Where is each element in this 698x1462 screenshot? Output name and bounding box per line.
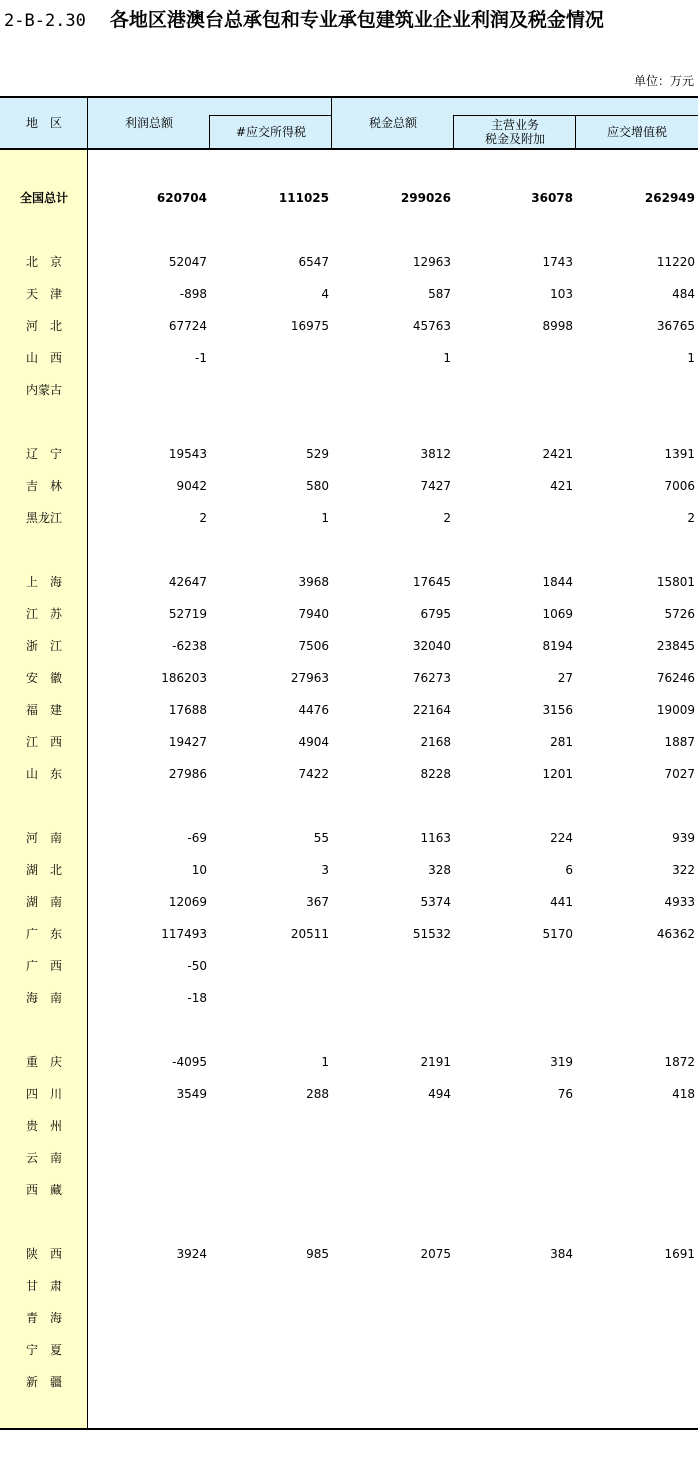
cell-tax-total: 1163 bbox=[420, 831, 451, 845]
cell-tax-total: 2168 bbox=[420, 735, 451, 749]
cell-tax-total: 5374 bbox=[420, 895, 451, 909]
cell-tax-total: 17645 bbox=[412, 575, 451, 589]
cell-vat: 15801 bbox=[656, 575, 695, 589]
header-subline bbox=[453, 115, 698, 116]
cell-main-business-tax: 36078 bbox=[531, 191, 573, 205]
cell-income-tax: 20511 bbox=[290, 927, 329, 941]
cell-profit-total: -898 bbox=[179, 287, 207, 301]
cell-main-business-tax: 421 bbox=[550, 479, 573, 493]
cell-vat: 939 bbox=[672, 831, 695, 845]
cell-main-business-tax: 384 bbox=[550, 1247, 573, 1261]
table-row bbox=[0, 604, 698, 624]
cell-tax-total: 3812 bbox=[420, 447, 451, 461]
cell-tax-total: 32040 bbox=[412, 639, 451, 653]
row-region: 重 庆 bbox=[25, 1055, 62, 1069]
cell-tax-total: 22164 bbox=[412, 703, 451, 717]
cell-tax-total: 7427 bbox=[420, 479, 451, 493]
header-main-business-tax bbox=[454, 116, 576, 148]
cell-main-business-tax: 5170 bbox=[542, 927, 573, 941]
cell-income-tax: 6547 bbox=[298, 255, 329, 269]
cell-vat: 7027 bbox=[664, 767, 695, 781]
table-row bbox=[0, 1308, 698, 1328]
table-row bbox=[0, 892, 698, 912]
cell-tax-total: 1 bbox=[443, 351, 451, 365]
cell-profit-total: 9042 bbox=[176, 479, 207, 493]
row-region: 河 南 bbox=[25, 831, 62, 845]
row-region: 山 东 bbox=[25, 767, 62, 781]
cell-main-business-tax: 76 bbox=[557, 1087, 573, 1101]
table-row bbox=[0, 764, 698, 784]
row-region: 辽 宁 bbox=[25, 447, 62, 461]
cell-vat: 4933 bbox=[664, 895, 695, 909]
cell-tax-total: 45763 bbox=[412, 319, 451, 333]
cell-main-business-tax: 8998 bbox=[542, 319, 573, 333]
cell-profit-total: 17688 bbox=[168, 703, 207, 717]
cell-income-tax: 55 bbox=[313, 831, 329, 845]
table-row bbox=[0, 380, 698, 400]
row-region: 青 海 bbox=[25, 1311, 62, 1325]
header-vat: 应交增值税 bbox=[606, 125, 667, 139]
row-region: 四 川 bbox=[25, 1087, 62, 1101]
row-region: 安 徽 bbox=[25, 671, 62, 685]
table-row bbox=[0, 572, 698, 592]
row-region: 天 津 bbox=[25, 287, 62, 301]
cell-tax-total: 2075 bbox=[420, 1247, 451, 1261]
table-row bbox=[0, 1276, 698, 1296]
table-row bbox=[0, 860, 698, 880]
table-row bbox=[0, 924, 698, 944]
region-column-background bbox=[0, 150, 88, 1428]
cell-vat: 262949 bbox=[644, 191, 695, 205]
cell-main-business-tax: 1743 bbox=[542, 255, 573, 269]
cell-main-business-tax: 2421 bbox=[542, 447, 573, 461]
row-region: 宁 夏 bbox=[25, 1343, 62, 1357]
cell-profit-total: 27986 bbox=[168, 767, 207, 781]
row-region: 河 北 bbox=[25, 319, 62, 333]
cell-income-tax: 7422 bbox=[298, 767, 329, 781]
cell-vat: 2 bbox=[687, 511, 695, 525]
table-row bbox=[0, 1116, 698, 1136]
cell-tax-total: 76273 bbox=[412, 671, 451, 685]
row-region: 湖 南 bbox=[25, 895, 62, 909]
table-row bbox=[0, 988, 698, 1008]
row-region: 浙 江 bbox=[25, 639, 62, 653]
cell-tax-total: 587 bbox=[428, 287, 451, 301]
cell-profit-total: -18 bbox=[187, 991, 207, 1005]
cell-profit-total: 52719 bbox=[168, 607, 207, 621]
page-title bbox=[4, 6, 604, 34]
table-row bbox=[0, 636, 698, 656]
cell-vat: 484 bbox=[672, 287, 695, 301]
cell-income-tax: 27963 bbox=[290, 671, 329, 685]
row-region: 云 南 bbox=[25, 1151, 62, 1165]
cell-tax-total: 494 bbox=[428, 1087, 451, 1101]
cell-vat: 1887 bbox=[664, 735, 695, 749]
table-row bbox=[0, 252, 698, 272]
cell-vat: 418 bbox=[672, 1087, 695, 1101]
cell-income-tax: 529 bbox=[306, 447, 329, 461]
cell-income-tax: 288 bbox=[306, 1087, 329, 1101]
table-row bbox=[0, 668, 698, 688]
header-divider bbox=[575, 115, 576, 148]
cell-vat: 11220 bbox=[656, 255, 695, 269]
cell-vat: 36765 bbox=[656, 319, 695, 333]
table-row bbox=[0, 956, 698, 976]
cell-vat: 1872 bbox=[664, 1055, 695, 1069]
row-region: 广 东 bbox=[25, 927, 62, 941]
row-region: 陕 西 bbox=[25, 1247, 62, 1261]
header-profit-total: 利润总额 bbox=[124, 116, 173, 130]
row-region: 北 京 bbox=[25, 255, 62, 269]
cell-vat: 46362 bbox=[656, 927, 695, 941]
row-region: 福 建 bbox=[25, 703, 62, 717]
cell-vat: 322 bbox=[672, 863, 695, 877]
table-title: 各地区港澳台总承包和专业承包建筑业企业利润及税金情况 bbox=[109, 9, 604, 31]
row-region: 新 疆 bbox=[25, 1375, 62, 1389]
cell-vat: 1391 bbox=[664, 447, 695, 461]
cell-income-tax: 1 bbox=[321, 511, 329, 525]
cell-tax-total: 2191 bbox=[420, 1055, 451, 1069]
cell-profit-total: 42647 bbox=[168, 575, 207, 589]
row-region: 吉 林 bbox=[25, 479, 62, 493]
cell-main-business-tax: 319 bbox=[550, 1055, 573, 1069]
cell-profit-total: -50 bbox=[187, 959, 207, 973]
table-row bbox=[0, 1340, 698, 1360]
table-code: 2-B-2.30 bbox=[4, 11, 86, 31]
cell-vat: 7006 bbox=[664, 479, 695, 493]
unit-label: 单位：万元 bbox=[633, 74, 694, 88]
cell-main-business-tax: 27 bbox=[557, 671, 573, 685]
cell-tax-total: 328 bbox=[428, 863, 451, 877]
cell-income-tax: 7506 bbox=[298, 639, 329, 653]
table-row bbox=[0, 1148, 698, 1168]
cell-main-business-tax: 8194 bbox=[542, 639, 573, 653]
cell-vat: 1691 bbox=[664, 1247, 695, 1261]
cell-profit-total: 19543 bbox=[168, 447, 207, 461]
cell-main-business-tax: 441 bbox=[550, 895, 573, 909]
cell-profit-total: 2 bbox=[199, 511, 207, 525]
cell-income-tax: 4904 bbox=[298, 735, 329, 749]
cell-income-tax: 580 bbox=[306, 479, 329, 493]
header-region: 地 区 bbox=[25, 116, 62, 130]
cell-income-tax: 7940 bbox=[298, 607, 329, 621]
cell-main-business-tax: 281 bbox=[550, 735, 573, 749]
cell-income-tax: 111025 bbox=[278, 191, 329, 205]
row-region: 海 南 bbox=[25, 991, 62, 1005]
cell-profit-total: 117493 bbox=[161, 927, 207, 941]
table-row bbox=[0, 732, 698, 752]
table-bottom-border bbox=[0, 1428, 698, 1430]
cell-tax-total: 299026 bbox=[400, 191, 451, 205]
header-tax-total: 税金总额 bbox=[368, 116, 417, 130]
cell-tax-total: 12963 bbox=[412, 255, 451, 269]
cell-income-tax: 4476 bbox=[298, 703, 329, 717]
row-region: 江 西 bbox=[25, 735, 62, 749]
cell-vat: 76246 bbox=[656, 671, 695, 685]
cell-main-business-tax: 6 bbox=[565, 863, 573, 877]
table-row bbox=[0, 476, 698, 496]
table-row-total bbox=[0, 188, 698, 208]
cell-profit-total: -4095 bbox=[172, 1055, 207, 1069]
row-region: 黑龙江 bbox=[25, 511, 62, 525]
table-row bbox=[0, 284, 698, 304]
header-subline bbox=[209, 115, 331, 116]
table-row bbox=[0, 1244, 698, 1264]
table-row bbox=[0, 1084, 698, 1104]
row-region: 甘 肃 bbox=[25, 1279, 62, 1293]
header-divider bbox=[209, 115, 210, 148]
row-region: 贵 州 bbox=[25, 1119, 62, 1133]
cell-vat: 1 bbox=[687, 351, 695, 365]
cell-tax-total: 8228 bbox=[420, 767, 451, 781]
table-row bbox=[0, 348, 698, 368]
header-divider bbox=[453, 115, 454, 148]
cell-tax-total: 51532 bbox=[412, 927, 451, 941]
cell-profit-total: -69 bbox=[187, 831, 207, 845]
cell-profit-total: 19427 bbox=[168, 735, 207, 749]
table-row bbox=[0, 316, 698, 336]
cell-profit-total: 620704 bbox=[156, 191, 207, 205]
cell-vat: 23845 bbox=[656, 639, 695, 653]
cell-profit-total: -1 bbox=[195, 351, 207, 365]
row-region: 江 苏 bbox=[25, 607, 62, 621]
row-region: 广 西 bbox=[25, 959, 62, 973]
table-row bbox=[0, 1180, 698, 1200]
cell-profit-total: 12069 bbox=[168, 895, 207, 909]
header-income-tax: #应交所得税 bbox=[210, 116, 332, 148]
table-row bbox=[0, 444, 698, 464]
cell-main-business-tax: 1844 bbox=[542, 575, 573, 589]
cell-income-tax: 3968 bbox=[298, 575, 329, 589]
cell-main-business-tax: 1069 bbox=[542, 607, 573, 621]
cell-income-tax: 4 bbox=[321, 287, 329, 301]
cell-income-tax: 985 bbox=[306, 1247, 329, 1261]
cell-income-tax: 3 bbox=[321, 863, 329, 877]
header-main-business-tax-line2: 税金及附加 bbox=[484, 132, 545, 146]
cell-main-business-tax: 3156 bbox=[542, 703, 573, 717]
cell-profit-total: 186203 bbox=[161, 671, 207, 685]
row-region: 全国总计 bbox=[19, 191, 68, 205]
row-region: 上 海 bbox=[25, 575, 62, 589]
table-row bbox=[0, 1052, 698, 1072]
cell-income-tax: 367 bbox=[306, 895, 329, 909]
cell-vat: 19009 bbox=[656, 703, 695, 717]
table-row bbox=[0, 700, 698, 720]
table-row bbox=[0, 508, 698, 528]
row-region: 内蒙古 bbox=[25, 383, 62, 397]
cell-main-business-tax: 103 bbox=[550, 287, 573, 301]
cell-profit-total: 52047 bbox=[168, 255, 207, 269]
cell-profit-total: 3924 bbox=[176, 1247, 207, 1261]
cell-profit-total: 10 bbox=[191, 863, 207, 877]
row-region: 山 西 bbox=[25, 351, 62, 365]
cell-income-tax: 1 bbox=[321, 1055, 329, 1069]
row-region: 湖 北 bbox=[25, 863, 62, 877]
row-region: 西 藏 bbox=[25, 1183, 62, 1197]
table-header bbox=[0, 96, 698, 150]
header-divider bbox=[331, 98, 332, 148]
cell-main-business-tax: 224 bbox=[550, 831, 573, 845]
cell-vat: 5726 bbox=[664, 607, 695, 621]
cell-income-tax: 16975 bbox=[290, 319, 329, 333]
cell-profit-total: 3549 bbox=[176, 1087, 207, 1101]
table-row bbox=[0, 1372, 698, 1392]
cell-tax-total: 6795 bbox=[420, 607, 451, 621]
cell-main-business-tax: 1201 bbox=[542, 767, 573, 781]
table-row bbox=[0, 828, 698, 848]
header-main-business-tax-line1: 主营业务 bbox=[490, 118, 539, 132]
cell-profit-total: 67724 bbox=[168, 319, 207, 333]
cell-profit-total: -6238 bbox=[172, 639, 207, 653]
cell-tax-total: 2 bbox=[443, 511, 451, 525]
